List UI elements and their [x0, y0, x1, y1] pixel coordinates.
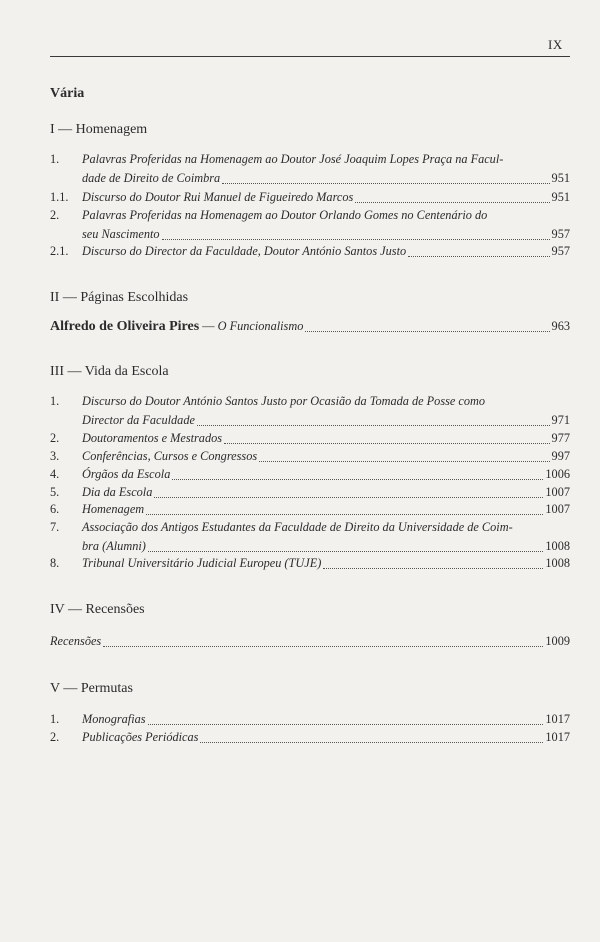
entry-number: 1.: [50, 152, 60, 166]
entry-page: 957: [551, 244, 570, 258]
dot-leader: [146, 514, 543, 515]
entry-title: Doutoramentos e Mestrados: [82, 431, 223, 445]
entry-title: bra (Alumni): [82, 539, 146, 553]
entry-page: 957: [551, 227, 570, 241]
entry-page: 1007: [545, 502, 570, 516]
entry-page: 1007: [545, 485, 570, 499]
entry-page: 951: [551, 190, 570, 204]
dot-leader: [148, 724, 544, 725]
dot-leader: [408, 256, 549, 257]
part-heading-permutas: V — Permutas: [50, 681, 133, 696]
entry-title: Tribunal Universitário Judicial Europeu (TUJE): [82, 556, 322, 570]
dot-leader: [355, 202, 549, 203]
entry-title-line1: Palavras Proferidas na Homenagem ao Doutor José Joaquim Lopes Praça na Facul-: [82, 152, 504, 166]
toc-entry[interactable]: [50, 710, 570, 729]
toc-entry[interactable]: [50, 500, 570, 519]
dot-leader: [172, 479, 543, 480]
entry-title-line1: Palavras Proferidas na Homenagem ao Doutor Orlando Gomes no Centenário do: [82, 208, 488, 222]
entry-dash: —: [199, 319, 218, 333]
toc-entry[interactable]: [50, 317, 570, 336]
toc-entry[interactable]: [50, 728, 570, 747]
dot-leader: [148, 551, 544, 552]
entry-number: 2.: [50, 431, 60, 445]
entry-page: 951: [551, 171, 570, 185]
dot-leader: [305, 331, 549, 332]
dot-leader: [103, 646, 543, 647]
entry-title: Homenagem: [82, 502, 145, 516]
toc-entry[interactable]: [50, 150, 570, 188]
entry-title: Discurso do Doutor Rui Manuel de Figueiredo Marcos: [82, 190, 354, 204]
entry-page: 1017: [545, 730, 570, 744]
section-title: Vária: [50, 86, 85, 101]
entry-title: Recensões: [50, 634, 102, 648]
dot-leader: [259, 461, 549, 462]
dot-leader: [200, 742, 543, 743]
entry-number: 2.: [50, 208, 60, 222]
part-heading-vida: III — Vida da Escola: [50, 364, 169, 379]
toc-entry[interactable]: [50, 429, 570, 448]
dot-leader: [323, 568, 543, 569]
entry-number: 5.: [50, 485, 60, 499]
entry-title: dade de Direito de Coimbra: [82, 171, 221, 185]
entry-number: 1.: [50, 394, 60, 408]
entry-author: Alfredo de Oliveira Pires: [50, 319, 200, 334]
toc-entry[interactable]: [50, 188, 570, 207]
dot-leader: [222, 183, 549, 184]
entry-number: 8.: [50, 556, 60, 570]
part-heading-paginas: II — Páginas Escolhidas: [50, 290, 189, 305]
entry-number: 1.1.: [50, 190, 69, 204]
entry-page: 1006: [545, 467, 570, 481]
entry-title: seu Nascimento: [82, 227, 160, 241]
entry-number: 7.: [50, 520, 60, 534]
entry-page: 1008: [545, 539, 570, 553]
entry-page: 1009: [545, 634, 570, 648]
entry-page: 1017: [545, 712, 570, 726]
entry-page: 963: [551, 319, 570, 333]
entry-number: 3.: [50, 449, 60, 463]
dot-leader: [162, 239, 550, 240]
dot-leader: [197, 425, 550, 426]
entry-title: Director da Faculdade: [82, 413, 195, 427]
entry-number: 1.: [50, 712, 60, 726]
top-rule: [50, 56, 570, 57]
entry-number: 6.: [50, 502, 60, 516]
entry-title: Monografias: [82, 712, 146, 726]
entry-title: Dia da Escola: [82, 485, 153, 499]
entry-title-line1: Discurso do Doutor António Santos Justo por Ocasião da Tomada de Posse como: [82, 394, 486, 408]
dot-leader: [224, 443, 550, 444]
entry-page: 971: [551, 413, 570, 427]
entry-page: 977: [551, 431, 570, 445]
page-number: IX: [548, 37, 563, 52]
toc-entry[interactable]: [50, 242, 570, 261]
toc-entry[interactable]: [50, 554, 570, 573]
entry-number: 2.: [50, 730, 60, 744]
entry-page: 1008: [545, 556, 570, 570]
toc-entry[interactable]: [50, 465, 570, 484]
entry-title: O Funcionalismo: [217, 319, 304, 333]
entry-number: 4.: [50, 467, 60, 481]
entry-title-line1: Associação dos Antigos Estudantes da Faculdade de Direito da Universidade de Coim-: [82, 520, 513, 534]
toc-entry[interactable]: [50, 447, 570, 466]
entry-title: Discurso do Director da Faculdade, Doutor António Santos Justo: [82, 244, 407, 258]
part-heading-recensoes: IV — Recensões: [50, 602, 145, 617]
entry-title: Conferências, Cursos e Congressos: [82, 449, 258, 463]
entry-title: Órgãos da Escola: [82, 467, 171, 481]
toc-entry[interactable]: [50, 632, 570, 651]
part-heading-homenagem: I — Homenagem: [50, 122, 148, 137]
entry-number: 2.1.: [50, 244, 69, 258]
toc-entry[interactable]: [50, 206, 570, 244]
toc-entry[interactable]: [50, 518, 570, 556]
entry-title: Publicações Periódicas: [82, 730, 199, 744]
entry-page: 997: [551, 449, 570, 463]
toc-entry[interactable]: [50, 392, 570, 430]
dot-leader: [154, 497, 543, 498]
